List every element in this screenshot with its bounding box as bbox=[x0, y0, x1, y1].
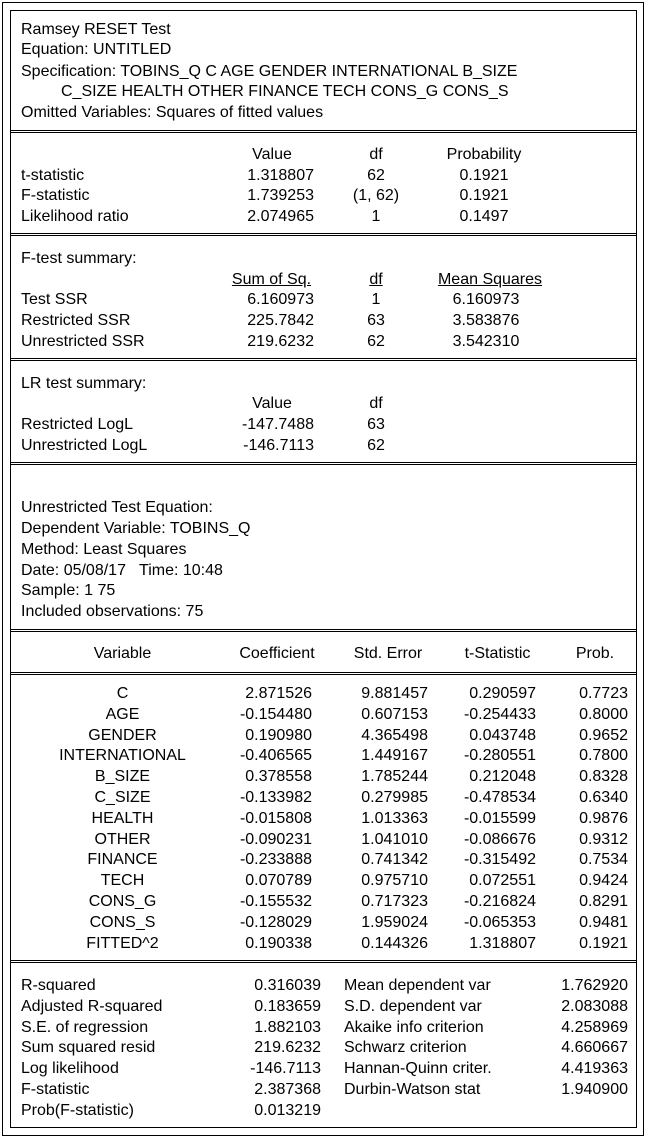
cell-t-statistic: -0.216824 bbox=[463, 893, 536, 910]
cell-coefficient: 0.070789 bbox=[245, 872, 312, 890]
cell-prob: 0.9652 bbox=[579, 726, 628, 744]
cell-coefficient: 2.871526 bbox=[245, 685, 312, 702]
sample-range: Sample: 1 75 bbox=[21, 582, 116, 599]
cell-coefficient: -0.406565 bbox=[239, 747, 312, 765]
cell-std-error: 1.013363 bbox=[361, 809, 428, 827]
stat-label: Akaike info criterion bbox=[344, 1018, 484, 1036]
cell-df: 62 bbox=[367, 437, 385, 454]
column-header: Probability bbox=[446, 146, 522, 163]
omitted-variables: Omitted Variables: Squares of fitted values bbox=[21, 104, 324, 121]
cell-t-statistic: -0.015599 bbox=[463, 809, 536, 827]
stat-label: Sum squared resid bbox=[21, 1039, 156, 1057]
cell-coefficient: -0.154480 bbox=[239, 705, 312, 723]
cell-coefficient: 0.378558 bbox=[245, 768, 312, 786]
cell-std-error: 4.365498 bbox=[361, 726, 428, 744]
stat-label: Adjusted R-squared bbox=[21, 997, 163, 1015]
cell-variable: GENDER bbox=[88, 726, 157, 744]
section-divider bbox=[11, 233, 636, 236]
cell-prob: 0.9424 bbox=[579, 872, 628, 890]
cell-t-statistic: 0.072551 bbox=[469, 872, 536, 890]
stat-label: Schwarz criterion bbox=[344, 1039, 467, 1057]
specification-line-2: C_SIZE HEALTH OTHER FINANCE TECH CONS_G CONS_S bbox=[61, 83, 509, 100]
cell-std-error: 1.785244 bbox=[361, 768, 428, 786]
stat-value: 4.419363 bbox=[561, 1060, 628, 1078]
cell-value: 2.074965 bbox=[247, 208, 314, 225]
cell-prob: 0.8291 bbox=[579, 893, 628, 910]
cell-prob: 0.6340 bbox=[579, 789, 628, 806]
cell-t-statistic: 0.290597 bbox=[469, 685, 536, 702]
cell-df: 62 bbox=[367, 333, 385, 350]
column-header: t-Statistic bbox=[464, 645, 531, 662]
cell-prob: 0.9481 bbox=[579, 913, 628, 931]
cell-coefficient: -0.233888 bbox=[239, 851, 312, 869]
cell-coefficient: -0.090231 bbox=[239, 830, 312, 848]
cell-prob: 0.1497 bbox=[459, 208, 509, 225]
cell-ss: 6.160973 bbox=[247, 291, 314, 308]
row-label: t-statistic bbox=[21, 167, 85, 184]
cell-t-statistic: 0.043748 bbox=[469, 726, 536, 744]
estimation-method: Method: Least Squares bbox=[21, 541, 187, 558]
cell-prob: 0.7723 bbox=[579, 685, 628, 702]
included-observations: Included observations: 75 bbox=[21, 603, 204, 620]
stat-label: Prob(F-statistic) bbox=[21, 1101, 134, 1119]
cell-t-statistic: -0.478534 bbox=[463, 789, 536, 806]
column-header: Sum of Sq. bbox=[231, 271, 312, 288]
cell-value: 1.318807 bbox=[247, 167, 314, 184]
cell-df: (1, 62) bbox=[352, 187, 400, 204]
stat-value: 0.183659 bbox=[254, 997, 321, 1015]
column-header: Mean Squares bbox=[437, 271, 543, 288]
cell-variable: HEALTH bbox=[91, 809, 154, 827]
stat-value: 1.940900 bbox=[561, 1081, 628, 1098]
cell-std-error: 1.449167 bbox=[361, 747, 428, 765]
stat-label: F-statistic bbox=[21, 1081, 90, 1098]
stat-value: 219.6232 bbox=[254, 1039, 321, 1057]
column-header: Variable bbox=[93, 645, 152, 662]
cell-coefficient: 0.190338 bbox=[245, 934, 312, 952]
cell-df: 1 bbox=[371, 291, 381, 308]
cell-df: 63 bbox=[367, 416, 385, 433]
section-title: Unrestricted Test Equation: bbox=[21, 499, 213, 516]
cell-std-error: 0.607153 bbox=[361, 705, 428, 723]
row-label: Restricted SSR bbox=[21, 312, 131, 329]
row-label: Test SSR bbox=[21, 291, 88, 308]
cell-coefficient: 0.190980 bbox=[245, 726, 312, 744]
cell-prob: 0.8328 bbox=[579, 768, 628, 786]
row-label: F-statistic bbox=[21, 187, 90, 204]
section-divider bbox=[11, 358, 636, 361]
cell-variable: OTHER bbox=[94, 830, 151, 848]
section-divider bbox=[11, 672, 636, 675]
cell-coefficient: -0.015808 bbox=[239, 809, 312, 827]
section-title: F-test summary: bbox=[21, 250, 137, 267]
stat-label: Mean dependent var bbox=[344, 977, 491, 994]
column-header: df bbox=[369, 271, 383, 288]
stat-value: 0.316039 bbox=[254, 977, 321, 994]
cell-ms: 6.160973 bbox=[452, 291, 520, 308]
column-header: Coefficient bbox=[239, 645, 315, 662]
stat-label: Hannan-Quinn criter. bbox=[344, 1060, 492, 1078]
cell-t-statistic: -0.254433 bbox=[463, 705, 536, 723]
cell-variable: FITTED^2 bbox=[86, 934, 159, 952]
row-label: Unrestricted SSR bbox=[21, 333, 145, 350]
cell-std-error: 0.741342 bbox=[361, 851, 428, 869]
section-title: LR test summary: bbox=[21, 375, 147, 392]
cell-prob: 0.8000 bbox=[579, 705, 628, 723]
cell-variable: C bbox=[116, 685, 129, 702]
equation-name: Equation: UNTITLED bbox=[21, 41, 172, 58]
column-header: Std. Error bbox=[353, 645, 423, 662]
column-header: Value bbox=[252, 395, 292, 412]
stat-value: 0.013219 bbox=[254, 1101, 321, 1119]
cell-prob: 0.7534 bbox=[579, 851, 628, 869]
cell-df: 62 bbox=[367, 167, 385, 184]
stat-value: 1.762920 bbox=[561, 977, 628, 994]
cell-prob: 0.1921 bbox=[459, 187, 509, 204]
cell-t-statistic: -0.280551 bbox=[463, 747, 536, 765]
test-title: Ramsey RESET Test bbox=[21, 21, 171, 38]
cell-prob: 0.1921 bbox=[579, 934, 628, 952]
cell-std-error: 0.717323 bbox=[361, 893, 428, 910]
cell-value: -147.7488 bbox=[241, 416, 314, 433]
stat-label: S.E. of regression bbox=[21, 1018, 149, 1036]
stat-label: Log likelihood bbox=[21, 1060, 119, 1078]
stat-label: Durbin-Watson stat bbox=[344, 1081, 481, 1098]
cell-std-error: 1.959024 bbox=[361, 913, 428, 931]
cell-prob: 0.1921 bbox=[459, 167, 509, 184]
cell-std-error: 0.279985 bbox=[361, 789, 428, 806]
column-header: df bbox=[369, 395, 383, 412]
cell-coefficient: -0.155532 bbox=[239, 893, 312, 910]
cell-prob: 0.9876 bbox=[579, 809, 628, 827]
section-divider bbox=[11, 130, 636, 133]
section-divider bbox=[11, 960, 636, 963]
row-label: Likelihood ratio bbox=[21, 208, 129, 225]
cell-ss: 225.7842 bbox=[247, 312, 314, 329]
cell-coefficient: -0.133982 bbox=[239, 789, 312, 806]
cell-prob: 0.7800 bbox=[579, 747, 628, 765]
dependent-variable: Dependent Variable: TOBINS_Q bbox=[21, 520, 251, 537]
cell-t-statistic: 1.318807 bbox=[469, 934, 536, 952]
specification-line-1: Specification: TOBINS_Q C AGE GENDER INTERNATIONAL B_SIZE bbox=[21, 63, 518, 80]
stat-value: 2.387368 bbox=[254, 1081, 321, 1098]
cell-variable: AGE bbox=[105, 705, 140, 723]
cell-value: 1.739253 bbox=[247, 187, 314, 204]
cell-variable: CONS_G bbox=[88, 893, 157, 910]
section-divider bbox=[11, 462, 636, 465]
row-label: Unrestricted LogL bbox=[21, 437, 148, 454]
cell-std-error: 9.881457 bbox=[361, 685, 428, 702]
row-label: Restricted LogL bbox=[21, 416, 134, 433]
cell-df: 63 bbox=[367, 312, 385, 329]
cell-variable: C_SIZE bbox=[94, 789, 151, 806]
estimation-date: Date: 05/08/17 Time: 10:48 bbox=[21, 562, 223, 579]
stat-value: 4.660667 bbox=[561, 1039, 628, 1057]
section-divider bbox=[11, 629, 636, 632]
cell-std-error: 0.975710 bbox=[361, 872, 428, 890]
stat-label: S.D. dependent var bbox=[344, 997, 482, 1015]
cell-t-statistic: -0.315492 bbox=[463, 851, 536, 869]
cell-ms: 3.583876 bbox=[452, 312, 520, 329]
cell-df: 1 bbox=[371, 208, 381, 225]
stat-value: 2.083088 bbox=[561, 997, 628, 1015]
cell-variable: TECH bbox=[100, 872, 145, 890]
stat-value: 1.882103 bbox=[254, 1018, 321, 1036]
stat-label: R-squared bbox=[21, 977, 96, 994]
cell-t-statistic: -0.065353 bbox=[463, 913, 536, 931]
cell-variable: CONS_S bbox=[89, 913, 156, 931]
column-header: Value bbox=[252, 146, 292, 163]
stat-value: 4.258969 bbox=[561, 1018, 628, 1036]
stat-value: -146.7113 bbox=[250, 1060, 321, 1078]
cell-t-statistic: 0.212048 bbox=[469, 768, 536, 786]
cell-ms: 3.542310 bbox=[452, 333, 520, 350]
cell-std-error: 1.041010 bbox=[361, 830, 428, 848]
column-header: df bbox=[369, 146, 383, 163]
cell-variable: B_SIZE bbox=[94, 768, 151, 786]
cell-prob: 0.9312 bbox=[579, 830, 628, 848]
cell-variable: FINANCE bbox=[87, 851, 158, 869]
column-header: Prob. bbox=[575, 645, 615, 662]
cell-coefficient: -0.128029 bbox=[239, 913, 312, 931]
cell-variable: INTERNATIONAL bbox=[59, 747, 186, 765]
cell-t-statistic: -0.086676 bbox=[463, 830, 536, 848]
cell-std-error: 0.144326 bbox=[361, 934, 428, 952]
cell-ss: 219.6232 bbox=[247, 333, 314, 350]
cell-value: -146.7113 bbox=[243, 437, 314, 454]
